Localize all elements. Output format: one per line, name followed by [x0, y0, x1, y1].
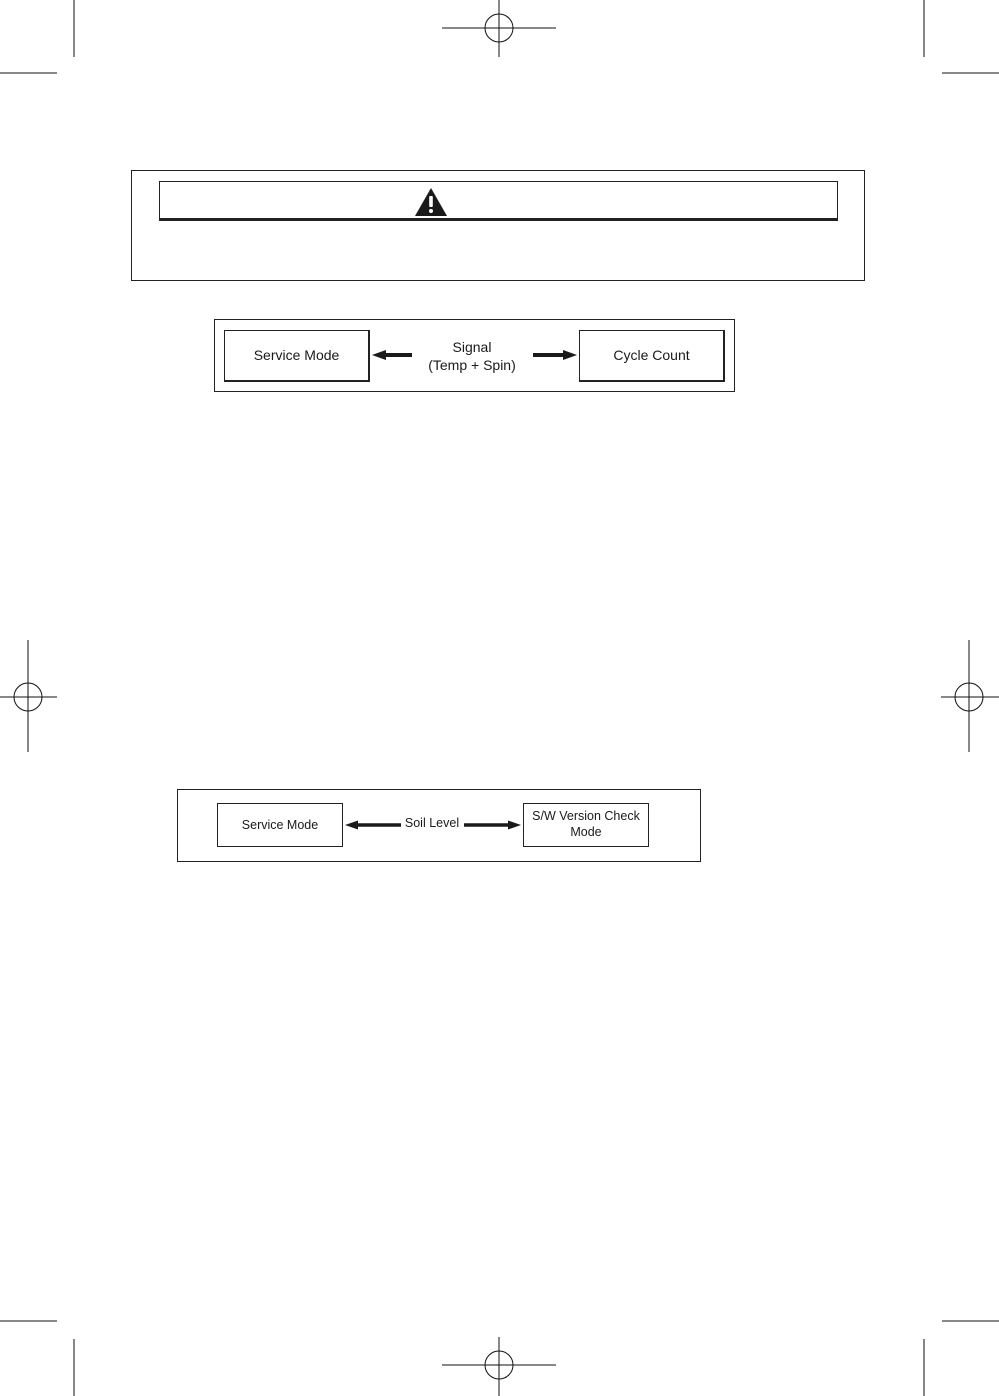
service-mode-label: Service Mode [253, 347, 340, 364]
sw-version-label-line2: Mode [570, 825, 602, 839]
service-mode-node [224, 330, 370, 382]
warning-header [159, 181, 838, 221]
cycle-count-label: Cycle Count [613, 347, 690, 364]
signal-label-line2: (Temp + Spin) [428, 356, 516, 373]
cycle-count-node [579, 330, 725, 382]
signal-label-line1: Signal [452, 339, 492, 355]
sw-version-label-line1: S/W Version Check [532, 809, 640, 824]
signal-connector-label [412, 339, 532, 374]
soil-level-label: Soil Level [404, 816, 460, 830]
service-mode-label-2: Service Mode [241, 817, 319, 832]
service-mode-node-2 [217, 803, 343, 847]
sw-version-check-node [523, 803, 649, 847]
warning-triangle-icon [414, 187, 448, 217]
soil-level-connector-label [392, 816, 472, 832]
